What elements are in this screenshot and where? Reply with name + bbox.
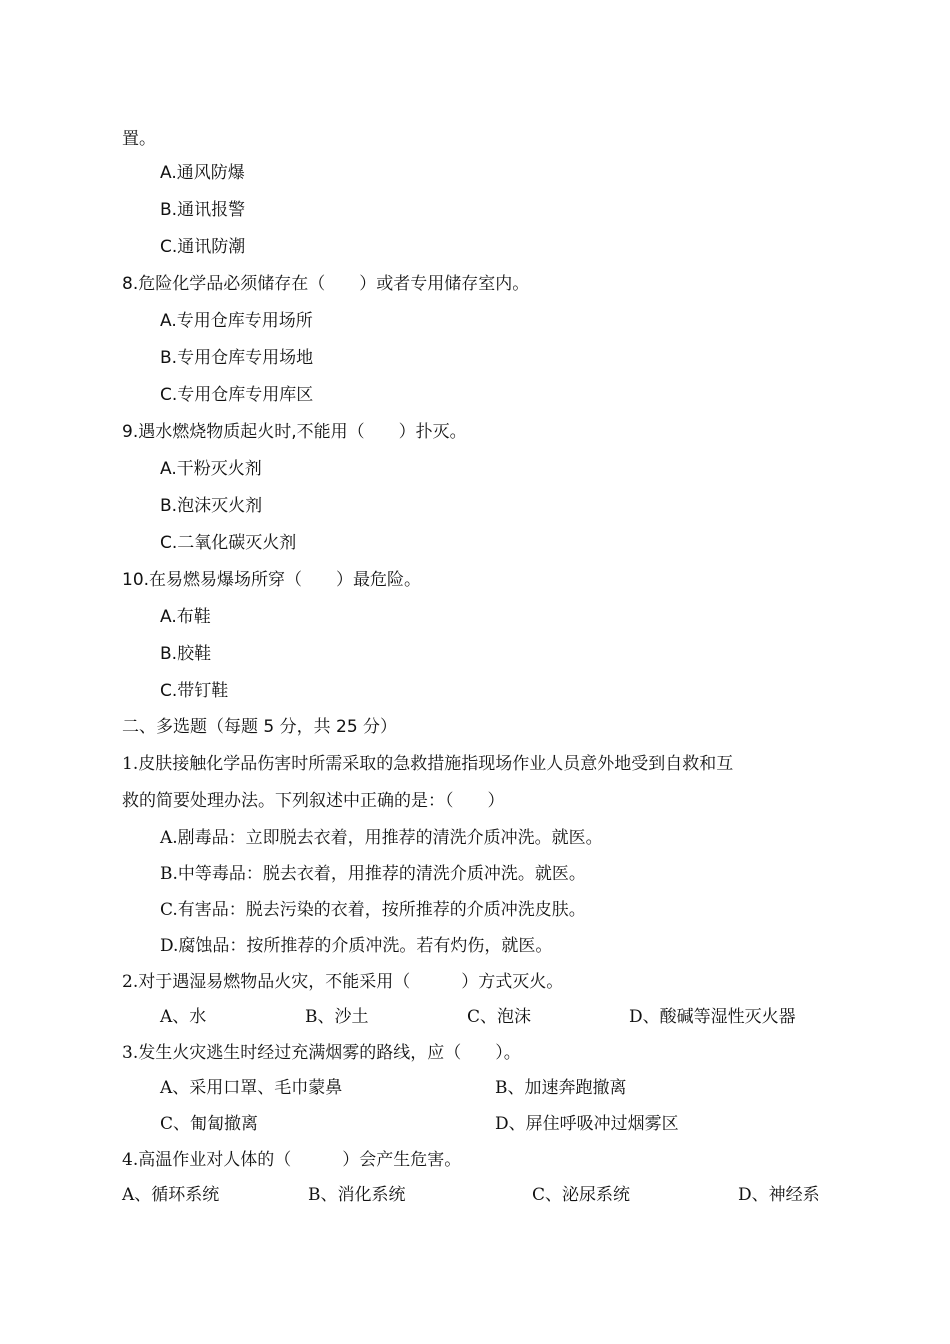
q7-option-b: B.通讯报警 [160,200,246,220]
q9-question: 9.遇水燃烧物质起火时,不能用（ ）扑灭。 [122,422,467,442]
m2-option-b: B、沙土 [305,1007,369,1027]
q8-option-c: C.专用仓库专用库区 [160,385,314,405]
m2-option-d: D、酸碱等湿性灭火器 [629,1007,796,1027]
m3-option-a: A、采用口罩、毛巾蒙鼻 [160,1078,343,1098]
m1-question-line1: 1.皮肤接触化学品伤害时所需采取的急救措施指现场作业人员意外地受到自救和互 [122,754,734,774]
m2-question: 2.对于遇湿易燃物品火灾，不能采用（ ）方式灭火。 [122,972,564,992]
m3-option-d: D、屏住呼吸冲过烟雾区 [495,1114,679,1134]
q9-option-a: A.干粉灭火剂 [160,459,262,479]
m4-option-d: D、神经系 [738,1185,820,1205]
q9-option-b: B.泡沫灭火剂 [160,496,263,516]
q7-option-a: A.通风防爆 [160,163,245,183]
m2-option-a: A、水 [160,1007,207,1027]
q10-option-b: B.胶鞋 [160,644,212,664]
m3-option-b: B、加速奔跑撤离 [495,1078,627,1098]
m3-option-c: C、匍匐撤离 [160,1114,259,1134]
m1-option-c: C.有害品：脱去污染的衣着，按所推荐的介质冲洗皮肤。 [160,900,586,920]
q10-option-a: A.布鞋 [160,607,211,627]
q9-option-c: C.二氧化碳灭火剂 [160,533,297,553]
section-title: 二、多选题（每题 5 分，共 25 分） [122,717,398,737]
m4-option-a: A、循环系统 [122,1185,220,1205]
m4-question: 4.高温作业对人体的（ ）会产生危害。 [122,1150,462,1170]
m1-option-d: D.腐蚀品：按所推荐的介质冲洗。若有灼伤，就医。 [160,936,553,956]
m1-question-line2: 救的简要处理办法。下列叙述中正确的是：（ ） [122,791,505,811]
continuation-text: 置。 [122,129,156,149]
q8-option-a: A.专用仓库专用场所 [160,311,313,331]
q8-question: 8.危险化学品必须储存在（ ）或者专用储存室内。 [122,274,530,294]
m1-option-b: B.中等毒品：脱去衣着，用推荐的清洗介质冲洗。就医。 [160,864,586,884]
q7-option-c: C.通讯防潮 [160,237,246,257]
m1-option-a: A.剧毒品：立即脱去衣着，用推荐的清洗介质冲洗。就医。 [160,828,603,848]
m4-option-c: C、泌尿系统 [532,1185,631,1205]
q8-option-b: B.专用仓库专用场地 [160,348,314,368]
m2-option-c: C、泡沫 [467,1007,532,1027]
q10-question: 10.在易燃易爆场所穿（ ）最危险。 [122,570,422,590]
m3-question: 3.发生火灾逃生时经过充满烟雾的路线，应（ ）。 [122,1043,521,1063]
m4-option-b: B、消化系统 [308,1185,406,1205]
q10-option-c: C.带钉鞋 [160,681,229,701]
